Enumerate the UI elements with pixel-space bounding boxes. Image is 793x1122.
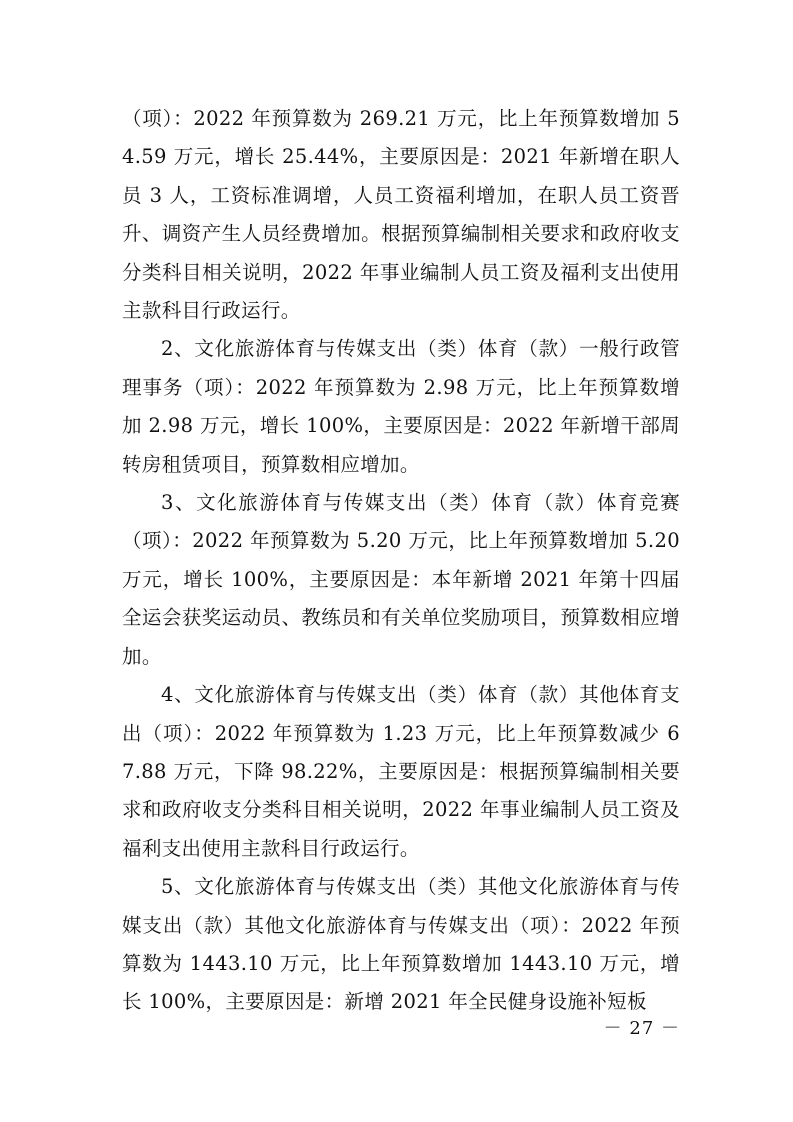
paragraph-item-5: 5、文化旅游体育与传媒支出（类）其他文化旅游体育与传媒支出（款）其他文化旅游体育与传媒支出（项）：2022 年预算数为 1443.10 万元，比上年预算数增加 1443.10 万元，增长 100%，主要原因是：新增 2021 年全民健身设施补短板 bbox=[122, 875, 680, 1014]
body-text bbox=[122, 100, 680, 1022]
page-number: － 27 － bbox=[603, 1018, 680, 1039]
paragraph-item-4: 4、文化旅游体育与传媒支出（类）体育（款）其他体育支出（项）：2022 年预算数为 1.23 万元，比上年预算数减少 67.88 万元，下降 98.22%，主要原因是：根据预算编制相关要求和政府收支分类科目相关说明，2022 年事业编制人员工资及福利支出使用主款科目行政运行。 bbox=[122, 683, 680, 860]
paragraph-continuation: （项）：2022 年预算数为 269.21 万元，比上年预算数增加 54.59 万元，增长 25.44%，主要原因是：2021 年新增在职人员 3 人，工资标准调增，人员工资福利增加，在职人员工资晋升、调资产生人员经费增加。根据预算编制相关要求和政府收支分类科目相关说明，2022 年事业编制人员工资及福利支出使用主款科目行政运行。 bbox=[122, 107, 680, 323]
paragraph-item-3: 3、文化旅游体育与传媒支出（类）体育（款）体育竞赛（项）：2022 年预算数为 5.20 万元，比上年预算数增加 5.20 万元，增长 100%，主要原因是：本年新增 2021 年第十四届全运会获奖运动员、教练员和有关单位奖励项目，预算数相应增加。 bbox=[122, 491, 680, 668]
paragraph-item-2: 2、文化旅游体育与传媒支出（类）体育（款）一般行政管理事务（项）：2022 年预算数为 2.98 万元，比上年预算数增加 2.98 万元，增长 100%，主要原因是：2022 年新增干部周转房租赁项目，预算数相应增加。 bbox=[122, 337, 680, 476]
